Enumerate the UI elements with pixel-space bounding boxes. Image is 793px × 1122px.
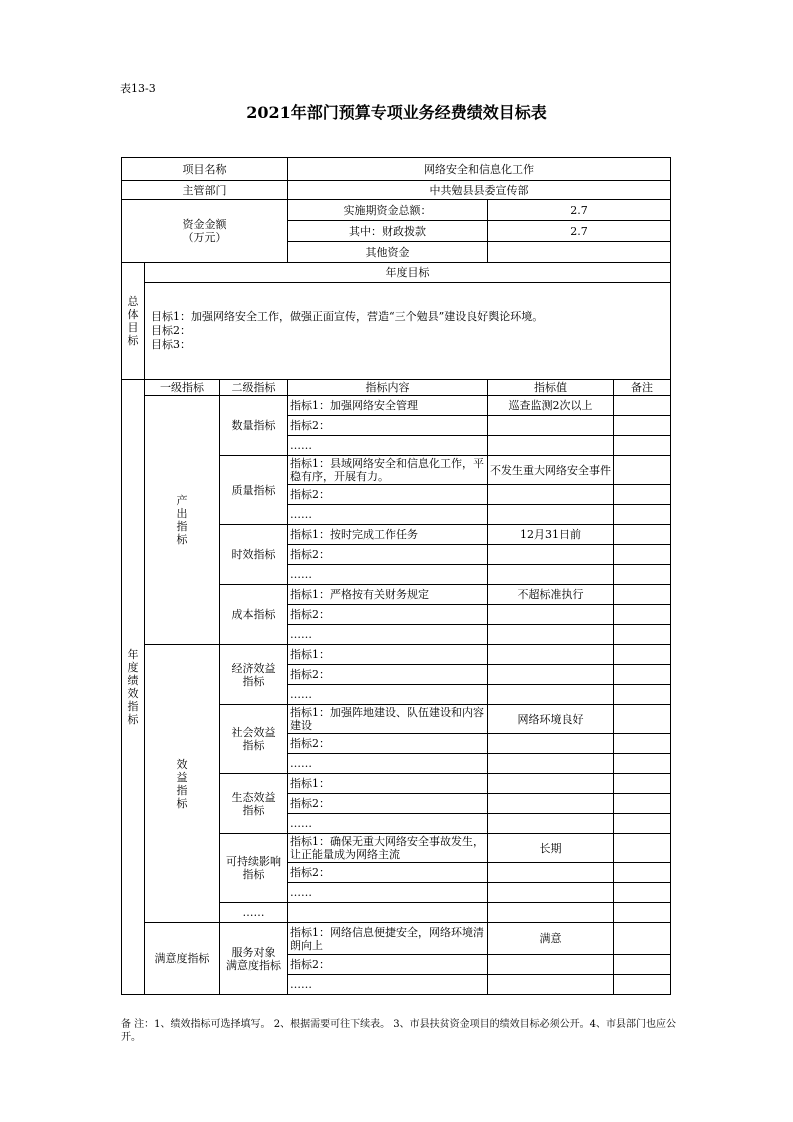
other-value — [488, 242, 671, 263]
quantity-indicator-label: 数量指标 — [220, 396, 288, 456]
overall-goal-label: 总 体 目 标 — [122, 263, 145, 380]
indicator-remark — [614, 485, 671, 505]
indicator-content: 指标1：严格按有关财务规定 — [288, 585, 488, 605]
indicator-value — [488, 863, 614, 883]
performance-goal-table — [121, 157, 671, 995]
satisfaction-indicator-label: 满意度指标 — [145, 923, 220, 995]
indicator-content: 指标2： — [288, 485, 488, 505]
fiscal-label: 其中：财政拨款 — [288, 221, 488, 242]
table-row — [122, 923, 671, 955]
indicator-content: 指标1： — [288, 645, 488, 665]
goal-3: 目标3： — [151, 338, 191, 351]
indicator-remark — [614, 565, 671, 585]
indicator-content: 指标2： — [288, 545, 488, 565]
indicator-content: 指标1：加强网络安全管理 — [288, 396, 488, 416]
indicator-remark — [614, 754, 671, 774]
indicator-content: …… — [288, 685, 488, 705]
ecological-benefit-label: 生态效益 指标 — [220, 774, 288, 834]
table-number: 表13-3 — [120, 82, 156, 95]
indicator-remark — [614, 525, 671, 545]
indicator-remark — [614, 794, 671, 814]
indicator-content: 指标1：确保无重大网络安全事故发生，让正能量成为网络主流 — [288, 834, 488, 863]
indicator-value — [488, 754, 614, 774]
goals-text — [145, 283, 671, 380]
indicator-value: 12月31日前 — [488, 525, 614, 545]
year-goal-header: 年度目标 — [145, 263, 671, 283]
indicator-remark — [614, 605, 671, 625]
indicator-value — [488, 545, 614, 565]
more-indicators-label: …… — [220, 903, 288, 923]
indicator-content: 指标1：网络信息便捷安全，网络环境清朗向上 — [288, 923, 488, 955]
indicator-value — [488, 485, 614, 505]
indicator-content: …… — [288, 505, 488, 525]
indicator-remark — [614, 645, 671, 665]
indicator-content: …… — [288, 436, 488, 456]
indicator-value — [488, 605, 614, 625]
indicator-remark — [614, 416, 671, 436]
perf-header-row — [122, 380, 671, 396]
indicator-remark — [614, 456, 671, 485]
total-value: 2.7 — [488, 200, 671, 221]
benefit-indicator-label: 效 益 指 标 — [145, 645, 220, 923]
indicator-content: 指标1：县域网络安全和信息化工作，平稳有序，开展有力。 — [288, 456, 488, 485]
indicator-value — [488, 734, 614, 754]
indicator-remark — [614, 883, 671, 903]
indicator-content: 指标2： — [288, 794, 488, 814]
dept-value: 中共勉县县委宣传部 — [288, 181, 671, 200]
service-satisfaction-label: 服务对象 满意度指标 — [220, 923, 288, 995]
indicator-remark — [614, 955, 671, 975]
indicator-value: 巡查监测2次以上 — [488, 396, 614, 416]
header-level1: 一级指标 — [145, 380, 220, 396]
quality-indicator-label: 质量指标 — [220, 456, 288, 525]
indicator-content: 指标2： — [288, 734, 488, 754]
indicator-value — [488, 416, 614, 436]
indicator-value — [488, 685, 614, 705]
indicator-remark — [614, 396, 671, 416]
indicator-value: 不发生重大网络安全事件 — [488, 456, 614, 485]
other-label: 其他资金 — [288, 242, 488, 263]
indicator-content: 指标2： — [288, 863, 488, 883]
goal-2: 目标2： — [151, 324, 191, 337]
indicator-content — [288, 903, 488, 923]
indicator-content: 指标1：加强阵地建设、队伍建设和内容建设 — [288, 705, 488, 734]
indicator-remark — [614, 665, 671, 685]
indicator-remark — [614, 505, 671, 525]
indicator-content: 指标1： — [288, 774, 488, 794]
indicator-remark — [614, 545, 671, 565]
header-value: 指标值 — [488, 380, 614, 396]
indicator-remark — [614, 975, 671, 995]
page-title: 2021年部门预算专项业务经费绩效目标表 — [246, 103, 547, 122]
social-benefit-label: 社会效益 指标 — [220, 705, 288, 774]
indicator-content: …… — [288, 975, 488, 995]
indicator-remark — [614, 436, 671, 456]
dept-label: 主管部门 — [122, 181, 288, 200]
fund-label-line2: （万元） — [182, 231, 227, 244]
indicator-value — [488, 665, 614, 685]
indicator-value: 长期 — [488, 834, 614, 863]
table-row — [122, 645, 671, 665]
indicator-value — [488, 975, 614, 995]
indicator-value — [488, 565, 614, 585]
indicator-value — [488, 774, 614, 794]
indicator-value — [488, 625, 614, 645]
total-label: 实施期资金总额： — [288, 200, 488, 221]
indicator-remark — [614, 923, 671, 955]
indicator-remark — [614, 774, 671, 794]
indicator-content: …… — [288, 883, 488, 903]
footnote: 备 注：1、绩效指标可选择填写。 2、根据需要可往下续表。 3、市县扶贫资金项目的绩效目标必须公开。4、市县部门也应公开。 — [121, 1019, 676, 1043]
indicator-remark — [614, 685, 671, 705]
fund-label-line1: 资金金额 — [182, 218, 227, 231]
time-indicator-label: 时效指标 — [220, 525, 288, 585]
project-name-value: 网络安全和信息化工作 — [288, 158, 671, 181]
header-remark: 备注 — [614, 380, 671, 396]
fiscal-value: 2.7 — [488, 221, 671, 242]
indicator-content: …… — [288, 565, 488, 585]
indicator-value — [488, 645, 614, 665]
indicator-content: 指标2： — [288, 605, 488, 625]
indicator-content: …… — [288, 754, 488, 774]
output-indicator-label: 产 出 指 标 — [145, 396, 220, 645]
indicator-value — [488, 436, 614, 456]
project-name-label: 项目名称 — [122, 158, 288, 181]
project-name-row — [122, 158, 671, 181]
indicator-remark — [614, 863, 671, 883]
indicator-content: …… — [288, 625, 488, 645]
indicator-value: 满意 — [488, 923, 614, 955]
indicator-value — [488, 505, 614, 525]
indicator-value: 不超标准执行 — [488, 585, 614, 605]
year-goal-header-row — [122, 263, 671, 283]
indicator-remark — [614, 814, 671, 834]
fund-total-row — [122, 200, 671, 221]
indicator-content: 指标2： — [288, 955, 488, 975]
indicator-content: 指标2： — [288, 665, 488, 685]
economic-benefit-label: 经济效益 指标 — [220, 645, 288, 705]
indicator-value — [488, 955, 614, 975]
header-level2: 二级指标 — [220, 380, 288, 396]
goal-1: 目标1：加强网络安全工作，做强正面宣传，营造“三个勉县”建设良好舆论环境。 — [151, 310, 544, 323]
indicator-value — [488, 883, 614, 903]
cost-indicator-label: 成本指标 — [220, 585, 288, 645]
indicator-remark — [614, 834, 671, 863]
dept-row — [122, 181, 671, 200]
header-content: 指标内容 — [288, 380, 488, 396]
table-row — [122, 396, 671, 416]
annual-perf-label: 年 度 绩 效 指 标 — [122, 380, 145, 995]
indicator-value: 网络环境良好 — [488, 705, 614, 734]
indicator-remark — [614, 903, 671, 923]
goals-row — [122, 283, 671, 380]
indicator-remark — [614, 705, 671, 734]
indicator-content: 指标2： — [288, 416, 488, 436]
indicator-value — [488, 903, 614, 923]
indicator-remark — [614, 734, 671, 754]
indicator-value — [488, 794, 614, 814]
indicator-remark — [614, 625, 671, 645]
indicator-remark — [614, 585, 671, 605]
indicator-content: 指标1：按时完成工作任务 — [288, 525, 488, 545]
indicator-value — [488, 814, 614, 834]
indicator-content: …… — [288, 814, 488, 834]
fund-label — [122, 200, 288, 263]
sustainable-impact-label: 可持续影响 指标 — [220, 834, 288, 903]
